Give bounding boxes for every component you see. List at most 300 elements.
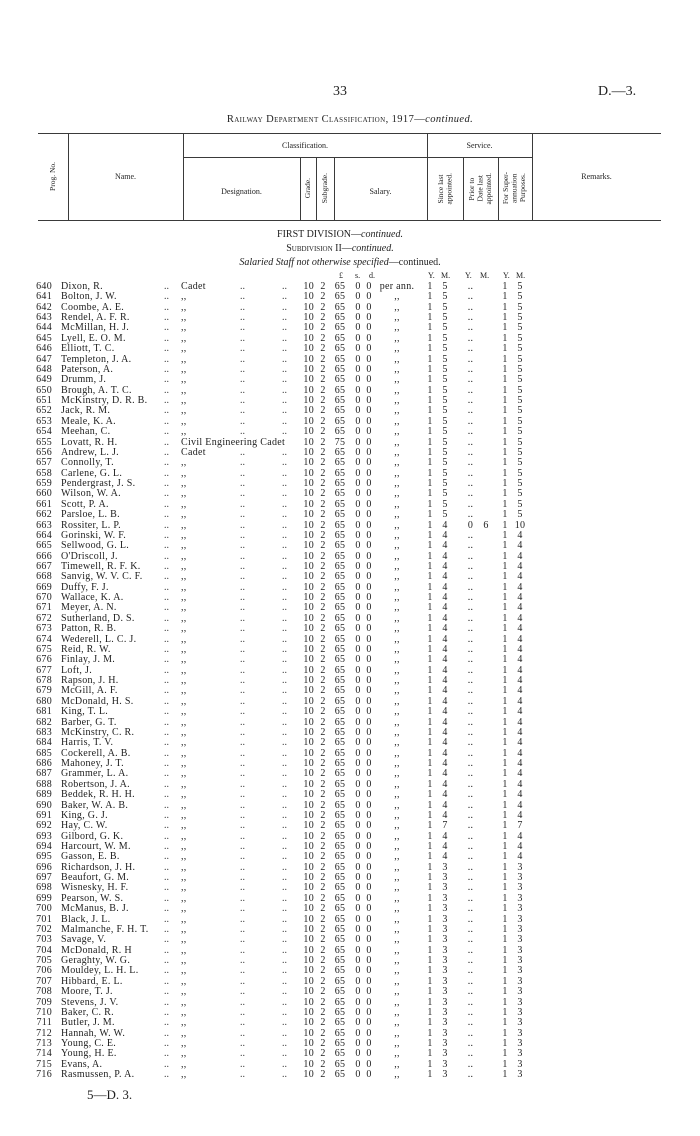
prog-no: 647 bbox=[36, 353, 52, 365]
designation: ,, bbox=[181, 820, 187, 832]
name-leader: .. bbox=[164, 602, 169, 614]
salary-shillings: 0 bbox=[355, 426, 361, 438]
subgrade: 2 bbox=[320, 892, 326, 904]
header-prior-to-date bbox=[463, 157, 498, 220]
since-years: 1 bbox=[427, 726, 433, 738]
designation-leader: .. bbox=[240, 498, 245, 510]
super-years: 1 bbox=[502, 664, 508, 676]
since-years: 1 bbox=[427, 892, 433, 904]
grade: 10 bbox=[303, 675, 314, 687]
salary-period: ,, bbox=[394, 975, 400, 987]
prior-years: .. bbox=[467, 1038, 474, 1049]
designation-leader: .. bbox=[240, 571, 245, 583]
name-leader: .. bbox=[164, 809, 169, 821]
subgrade: 2 bbox=[320, 374, 326, 386]
employee-name: Paterson, A. bbox=[61, 363, 114, 375]
salary-shillings: 0 bbox=[355, 529, 361, 541]
designation-leader: .. bbox=[240, 882, 245, 894]
salary-period: per ann. bbox=[379, 281, 415, 292]
salary-shillings: 0 bbox=[355, 820, 361, 832]
super-months: 3 bbox=[517, 1058, 523, 1070]
since-years: 1 bbox=[427, 664, 433, 676]
designation-leader: .. bbox=[282, 332, 287, 344]
salary-pounds: 65 bbox=[334, 820, 346, 832]
salary-pounds: 65 bbox=[334, 560, 346, 572]
salary-shillings: 0 bbox=[355, 955, 361, 967]
salary-period: ,, bbox=[394, 571, 400, 583]
since-years: 1 bbox=[427, 747, 433, 759]
salary-shillings: 0 bbox=[355, 861, 361, 873]
prior-months bbox=[481, 448, 491, 458]
salary-pounds: 65 bbox=[334, 467, 346, 479]
employee-name: King, T. L. bbox=[61, 706, 109, 718]
salary-pence: 0 bbox=[366, 540, 372, 552]
super-years: 1 bbox=[502, 612, 508, 624]
designation: ,, bbox=[181, 726, 187, 738]
prior-months bbox=[481, 438, 491, 448]
designation-leader: .. bbox=[240, 726, 245, 738]
super-months: 5 bbox=[517, 415, 523, 427]
name-leader: .. bbox=[164, 467, 169, 479]
prog-no: 644 bbox=[36, 322, 52, 334]
since-months: 5 bbox=[442, 322, 448, 334]
subgrade: 2 bbox=[320, 695, 326, 707]
table-row bbox=[0, 1070, 700, 1080]
designation-leader: .. bbox=[282, 986, 287, 998]
prog-no: 691 bbox=[36, 809, 52, 821]
grade: 10 bbox=[303, 467, 314, 479]
grade: 10 bbox=[303, 353, 314, 365]
prior-years: .. bbox=[467, 405, 474, 417]
designation: ,, bbox=[181, 1017, 187, 1029]
since-years: 1 bbox=[427, 384, 433, 396]
grade: 10 bbox=[303, 405, 314, 417]
name-leader: .. bbox=[164, 446, 169, 458]
grade: 10 bbox=[303, 457, 314, 469]
grade: 10 bbox=[303, 840, 314, 852]
designation-leader: .. bbox=[282, 509, 287, 521]
designation-leader: .. bbox=[240, 861, 245, 873]
unit-since-years: Y. bbox=[428, 271, 435, 280]
prog-no: 710 bbox=[36, 1006, 52, 1018]
super-months: 5 bbox=[517, 467, 523, 479]
prior-months bbox=[481, 323, 491, 333]
designation: ,, bbox=[181, 332, 187, 344]
prior-months bbox=[481, 769, 491, 779]
salary-shillings: 0 bbox=[355, 395, 361, 407]
name-leader: .. bbox=[164, 913, 169, 925]
salary-pence: 0 bbox=[366, 965, 372, 977]
super-months: 3 bbox=[517, 923, 523, 935]
salary-pounds: 65 bbox=[334, 892, 346, 904]
salary-pence: 0 bbox=[366, 851, 372, 863]
name-leader: .. bbox=[164, 768, 169, 780]
salary-period: ,, bbox=[394, 529, 400, 541]
super-years: 1 bbox=[502, 509, 508, 521]
name-leader: .. bbox=[164, 851, 169, 863]
prior-months bbox=[481, 811, 491, 821]
designation: ,, bbox=[181, 913, 187, 925]
grade: 10 bbox=[303, 281, 314, 292]
name-leader: .. bbox=[164, 529, 169, 541]
designation-leader: .. bbox=[240, 1038, 245, 1049]
salary-shillings: 0 bbox=[355, 592, 361, 604]
designation: ,, bbox=[181, 592, 187, 604]
prog-no: 695 bbox=[36, 851, 52, 863]
designation-leader: .. bbox=[240, 478, 245, 490]
subgrade: 2 bbox=[320, 913, 326, 925]
salary-shillings: 0 bbox=[355, 664, 361, 676]
prog-no: 678 bbox=[36, 675, 52, 687]
designation: ,, bbox=[181, 944, 187, 956]
employee-name: Gilbord, G. K. bbox=[61, 830, 124, 842]
subgrade: 2 bbox=[320, 986, 326, 998]
designation-leader: .. bbox=[282, 861, 287, 873]
prior-years: .. bbox=[467, 861, 474, 873]
prior-years: .. bbox=[467, 1069, 474, 1081]
subgrade: 2 bbox=[320, 1038, 326, 1049]
designation-leader: .. bbox=[282, 478, 287, 490]
employee-name: Dixon, R. bbox=[61, 281, 103, 292]
salary-shillings: 0 bbox=[355, 965, 361, 977]
subgrade: 2 bbox=[320, 851, 326, 863]
since-years: 1 bbox=[427, 913, 433, 925]
super-months: 5 bbox=[517, 312, 523, 324]
header-superannuation-text-line: For Super- bbox=[501, 172, 511, 205]
subgrade: 2 bbox=[320, 550, 326, 562]
employee-name: Finlay, J. M. bbox=[61, 654, 116, 666]
salary-period: ,, bbox=[394, 384, 400, 396]
grade: 10 bbox=[303, 301, 314, 313]
salary-pence: 0 bbox=[366, 872, 372, 884]
prog-no: 671 bbox=[36, 602, 52, 614]
subgrade: 2 bbox=[320, 675, 326, 687]
employee-name: Jack, R. M. bbox=[61, 405, 111, 417]
grade: 10 bbox=[303, 861, 314, 873]
prog-no: 714 bbox=[36, 1048, 52, 1060]
salary-pence: 0 bbox=[366, 571, 372, 583]
subgrade: 2 bbox=[320, 934, 326, 946]
employee-name: Bolton, J. W. bbox=[61, 291, 117, 303]
subgrade: 2 bbox=[320, 809, 326, 821]
super-years: 1 bbox=[502, 488, 508, 500]
prior-months bbox=[481, 738, 491, 748]
prior-years: .. bbox=[467, 799, 474, 811]
table-row bbox=[0, 987, 700, 997]
prior-years: .. bbox=[467, 768, 474, 780]
designation-leader: .. bbox=[240, 322, 245, 334]
prior-years: .. bbox=[467, 695, 474, 707]
salary-period: ,, bbox=[394, 633, 400, 645]
salary-period: ,, bbox=[394, 301, 400, 313]
prior-years: .. bbox=[467, 374, 474, 386]
salary-period: ,, bbox=[394, 1048, 400, 1060]
name-leader: .. bbox=[164, 820, 169, 832]
salary-period: ,, bbox=[394, 395, 400, 407]
name-leader: .. bbox=[164, 405, 169, 417]
since-years: 1 bbox=[427, 789, 433, 801]
grade: 10 bbox=[303, 395, 314, 407]
salary-pence: 0 bbox=[366, 1038, 372, 1049]
super-months: 3 bbox=[517, 1069, 523, 1081]
salary-pounds: 65 bbox=[334, 778, 346, 790]
since-years: 1 bbox=[427, 363, 433, 375]
prog-no: 700 bbox=[36, 903, 52, 915]
designation-leader: .. bbox=[282, 426, 287, 438]
prog-no: 708 bbox=[36, 986, 52, 998]
salary-period: ,, bbox=[394, 778, 400, 790]
prior-years: .. bbox=[467, 623, 474, 635]
name-leader: .. bbox=[164, 664, 169, 676]
prior-months bbox=[481, 966, 491, 976]
designation-leader: .. bbox=[240, 301, 245, 313]
designation-leader: .. bbox=[240, 1006, 245, 1018]
salary-pounds: 65 bbox=[334, 612, 346, 624]
prog-no: 646 bbox=[36, 343, 52, 355]
since-years: 1 bbox=[427, 654, 433, 666]
subgrade: 2 bbox=[320, 654, 326, 666]
grade: 10 bbox=[303, 560, 314, 572]
prog-no: 649 bbox=[36, 374, 52, 386]
name-leader: .. bbox=[164, 1027, 169, 1039]
salary-pence: 0 bbox=[366, 892, 372, 904]
prior-years: .. bbox=[467, 944, 474, 956]
salary-pence: 0 bbox=[366, 975, 372, 987]
super-months: 4 bbox=[517, 654, 523, 666]
designation-leader: .. bbox=[282, 643, 287, 655]
designation: ,, bbox=[181, 716, 187, 728]
prior-years: .. bbox=[467, 872, 474, 884]
salary-pounds: 65 bbox=[334, 281, 346, 292]
designation-leader: .. bbox=[240, 975, 245, 987]
super-months: 3 bbox=[517, 934, 523, 946]
super-years: 1 bbox=[502, 695, 508, 707]
employee-name: Wilson, W. A. bbox=[61, 488, 121, 500]
prior-months bbox=[481, 863, 491, 873]
salary-shillings: 0 bbox=[355, 716, 361, 728]
salary-period: ,, bbox=[394, 664, 400, 676]
prior-years: .. bbox=[467, 550, 474, 562]
subgrade: 2 bbox=[320, 737, 326, 749]
prog-no: 688 bbox=[36, 778, 52, 790]
since-years: 1 bbox=[427, 395, 433, 407]
unit-super-years: Y. bbox=[503, 271, 510, 280]
subgrade: 2 bbox=[320, 384, 326, 396]
salary-shillings: 0 bbox=[355, 1038, 361, 1049]
name-leader: .. bbox=[164, 903, 169, 915]
super-months: 3 bbox=[517, 975, 523, 987]
salary-period: ,, bbox=[394, 965, 400, 977]
prior-years: .. bbox=[467, 830, 474, 842]
designation-leader: .. bbox=[240, 467, 245, 479]
salary-shillings: 0 bbox=[355, 706, 361, 718]
designation-leader: .. bbox=[282, 488, 287, 500]
grade: 10 bbox=[303, 612, 314, 624]
prog-no: 679 bbox=[36, 685, 52, 697]
salary-pounds: 65 bbox=[334, 395, 346, 407]
grade: 10 bbox=[303, 291, 314, 303]
prior-months bbox=[481, 676, 491, 686]
prog-no: 705 bbox=[36, 955, 52, 967]
since-years: 1 bbox=[427, 540, 433, 552]
since-months: 5 bbox=[442, 343, 448, 355]
since-years: 1 bbox=[427, 498, 433, 510]
salary-period: ,, bbox=[394, 343, 400, 355]
designation-leader: .. bbox=[282, 343, 287, 355]
super-months: 4 bbox=[517, 550, 523, 562]
employee-name: Baker, W. A. B. bbox=[61, 799, 129, 811]
super-months: 5 bbox=[517, 363, 523, 375]
prior-months bbox=[481, 489, 491, 499]
page-title-suffix: continued. bbox=[425, 114, 474, 125]
salary-pounds: 65 bbox=[334, 322, 346, 334]
prior-years: .. bbox=[467, 965, 474, 977]
since-months: 4 bbox=[442, 571, 448, 583]
prog-no: 686 bbox=[36, 758, 52, 770]
designation: ,, bbox=[181, 415, 187, 427]
designation: ,, bbox=[181, 301, 187, 313]
grade: 10 bbox=[303, 923, 314, 935]
designation-leader: .. bbox=[282, 747, 287, 759]
name-leader: .. bbox=[164, 986, 169, 998]
salary-period: ,, bbox=[394, 353, 400, 365]
subgrade: 2 bbox=[320, 706, 326, 718]
salary-pence: 0 bbox=[366, 675, 372, 687]
super-years: 1 bbox=[502, 643, 508, 655]
subgrade: 2 bbox=[320, 312, 326, 324]
designation-leader: .. bbox=[240, 1069, 245, 1081]
designation-leader: .. bbox=[282, 675, 287, 687]
designation: ,, bbox=[181, 1069, 187, 1081]
super-months: 4 bbox=[517, 737, 523, 749]
salary-shillings: 0 bbox=[355, 281, 361, 292]
salary-pounds: 65 bbox=[334, 685, 346, 697]
prior-months bbox=[481, 583, 491, 593]
since-months: 3 bbox=[442, 965, 448, 977]
designation-leader: .. bbox=[240, 809, 245, 821]
since-months: 3 bbox=[442, 903, 448, 915]
name-leader: .. bbox=[164, 560, 169, 572]
designation-leader: .. bbox=[282, 965, 287, 977]
since-years: 1 bbox=[427, 592, 433, 604]
prior-years: .. bbox=[467, 758, 474, 770]
super-years: 1 bbox=[502, 996, 508, 1008]
salary-period: ,, bbox=[394, 498, 400, 510]
salary-period: ,, bbox=[394, 830, 400, 842]
grade: 10 bbox=[303, 965, 314, 977]
prior-months bbox=[481, 572, 491, 582]
designation-leader: .. bbox=[282, 716, 287, 728]
prior-months bbox=[481, 987, 491, 997]
employee-name: Stevens, J. V. bbox=[61, 996, 119, 1008]
employee-name: Robertson, J. A. bbox=[61, 778, 130, 790]
since-years: 1 bbox=[427, 467, 433, 479]
subgrade: 2 bbox=[320, 778, 326, 790]
super-months: 3 bbox=[517, 872, 523, 884]
employee-name: Connolly, T. bbox=[61, 457, 114, 469]
salary-pounds: 65 bbox=[334, 706, 346, 718]
staff-title: Salaried Staff not otherwise specified bbox=[239, 257, 389, 268]
salary-shillings: 0 bbox=[355, 737, 361, 749]
salary-shillings: 0 bbox=[355, 695, 361, 707]
designation-leader: .. bbox=[240, 872, 245, 884]
salary-pence: 0 bbox=[366, 830, 372, 842]
page-title-main: Railway Department Classification, 1917— bbox=[226, 114, 426, 125]
salary-period: ,, bbox=[394, 840, 400, 852]
super-years: 1 bbox=[502, 322, 508, 334]
subdivision-heading bbox=[0, 243, 680, 254]
prog-no: 712 bbox=[36, 1027, 52, 1039]
super-years: 1 bbox=[502, 789, 508, 801]
grade: 10 bbox=[303, 706, 314, 718]
grade: 10 bbox=[303, 363, 314, 375]
since-years: 1 bbox=[427, 1006, 433, 1018]
since-years: 1 bbox=[427, 903, 433, 915]
prior-years: .. bbox=[467, 395, 474, 407]
grade: 10 bbox=[303, 332, 314, 344]
since-months: 4 bbox=[442, 654, 448, 666]
subgrade: 2 bbox=[320, 540, 326, 552]
prog-no: 640 bbox=[36, 281, 52, 292]
grade: 10 bbox=[303, 1069, 314, 1081]
prog-no: 642 bbox=[36, 301, 52, 313]
designation-leader: .. bbox=[240, 799, 245, 811]
employee-name: Pendergrast, J. S. bbox=[61, 478, 136, 490]
since-years: 1 bbox=[427, 996, 433, 1008]
salary-pence: 0 bbox=[366, 633, 372, 645]
name-leader: .. bbox=[164, 550, 169, 562]
designation-leader: .. bbox=[282, 1058, 287, 1070]
employee-name: Malmanche, F. H. T. bbox=[61, 923, 149, 935]
prior-months bbox=[481, 365, 491, 375]
prog-no: 715 bbox=[36, 1058, 52, 1070]
since-years: 1 bbox=[427, 436, 433, 448]
since-months: 4 bbox=[442, 758, 448, 770]
employee-name: Meyer, A. N. bbox=[61, 602, 117, 614]
salary-pounds: 65 bbox=[334, 934, 346, 946]
prog-no: 706 bbox=[36, 965, 52, 977]
since-months: 5 bbox=[442, 457, 448, 469]
salary-pounds: 65 bbox=[334, 374, 346, 386]
employee-name: Young, C. E. bbox=[61, 1038, 117, 1049]
salary-pounds: 65 bbox=[334, 602, 346, 614]
prog-no: 696 bbox=[36, 861, 52, 873]
salary-shillings: 0 bbox=[355, 581, 361, 593]
salary-pounds: 65 bbox=[334, 312, 346, 324]
subgrade: 2 bbox=[320, 612, 326, 624]
prior-years: .. bbox=[467, 1017, 474, 1029]
table-row bbox=[0, 624, 700, 634]
salary-period: ,, bbox=[394, 415, 400, 427]
since-years: 1 bbox=[427, 488, 433, 500]
prior-years: .. bbox=[467, 281, 474, 292]
super-years: 1 bbox=[502, 965, 508, 977]
since-months: 5 bbox=[442, 291, 448, 303]
super-years: 1 bbox=[502, 301, 508, 313]
super-months: 4 bbox=[517, 840, 523, 852]
salary-pence: 0 bbox=[366, 509, 372, 521]
designation: ,, bbox=[181, 498, 187, 510]
prior-months bbox=[481, 406, 491, 416]
designation-leader: .. bbox=[240, 840, 245, 852]
designation-leader: .. bbox=[282, 778, 287, 790]
since-months: 4 bbox=[442, 581, 448, 593]
salary-shillings: 0 bbox=[355, 892, 361, 904]
employee-name: McManus, B. J. bbox=[61, 903, 129, 915]
super-months: 5 bbox=[517, 405, 523, 417]
subgrade: 2 bbox=[320, 923, 326, 935]
prog-no: 697 bbox=[36, 872, 52, 884]
